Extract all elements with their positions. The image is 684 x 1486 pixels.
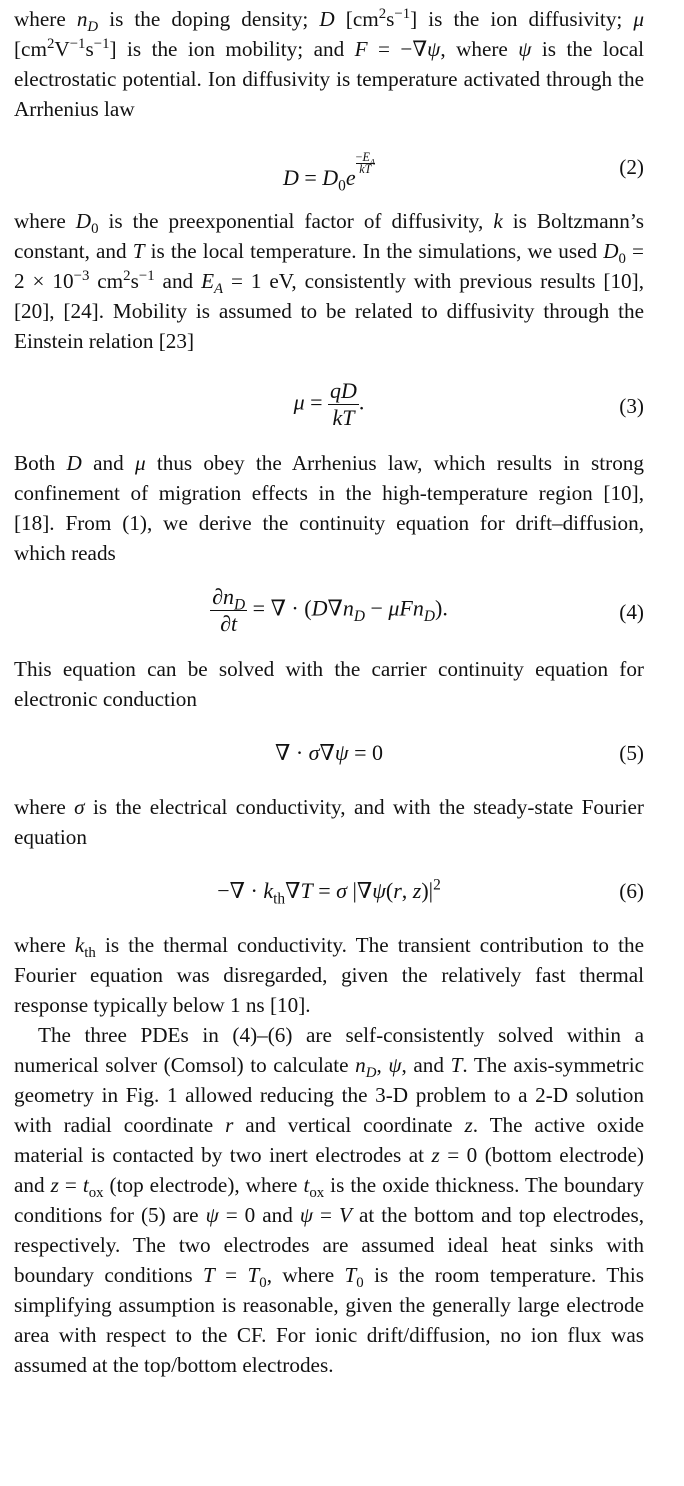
paragraph-3: Both D and μ thus obey the Arrhenius law, which results in strong confinement of migration effects in the high-temperature region [10], [18]. From (1), we derive the continuity equation for drift–diffusion, which reads (14, 451, 644, 565)
paragraph-1: where $n_D$ is the doping density; D $[cm^2s^{-1}]$ is the ion diffusivity; μ $[cm^2V^{-1}s^{-1}]$ is the ion mobility; and F = −∇ψ, where ψ is the local electrostatic potential. Ion diffusivity is temperature activated through the Arrhenius law (14, 5, 644, 121)
equation-6-body: −∇ · $k_{th}\nabla T = \sigma$ |∇ψ(r, $z)|^2$ (217, 876, 441, 908)
equation-2 (14, 150, 644, 195)
equation-3 (14, 378, 644, 434)
equation-4 (14, 584, 644, 640)
equation-2-body: $D = D_0e$ $\frac{-E_A}{kT}$ (282, 150, 376, 195)
paragraph-6: where $k_{th}$ is the thermal conductivity. The transient contribution to the Fourier equation was disregarded, given the relatively fast thermal response typically below 1 ns [10]. (14, 933, 644, 1017)
equation-3-body: μ = $\frac{qD}{kT}$ . (293, 378, 365, 430)
equation-4-body: $\frac{\partial n_D}{\partial t}$ = ∇ · $(D\nabla n_D - \mu Fn_D)$. (212, 584, 448, 636)
equation-5-number: (5) (619, 741, 644, 765)
paragraph-5: where σ is the electrical conductivity, and with the steady-state Fourier equation (14, 795, 644, 849)
equation-6-number: (6) (619, 879, 644, 903)
paragraph-4: This equation can be solved with the carrier continuity equation for electronic conduction (14, 657, 644, 711)
paragraph-7: The three PDEs in (4)–(6) are self-consistently solved within a numerical solver (Comsol) to calculate $n_D$, ψ, and T. The axis-symmetric geometry in Fig. 1 allowed reducing the 3-D problem to a 2-D solution with radial coordinate r and vertical coordinate z. The active oxide material is contacted by two inert electrodes at z = 0 (bottom electrode) and $z = t_{ox}$ (top electrode), where $t_{ox}$ is the oxide thickness. The boundary conditions for (5) are ψ = 0 and ψ = V at the bottom and top electrodes, respectively. The two electrodes are assumed ideal heat sinks with boundary conditions $T = T_0$, where $T_0$ is the room temperature. This simplifying assumption is reasonable, given the generally large electrode area with respect to the CF. For ionic drift/diffusion, no ion flux was assumed at the top/bottom electrodes. (14, 1023, 645, 1377)
page (14, 2, 644, 1380)
equation-6 (14, 876, 644, 906)
equation-4-number: (4) (619, 600, 644, 624)
equation-5 (14, 738, 644, 768)
equation-5-body: ∇ · σ∇ψ = 0 (274, 740, 383, 765)
paragraph-2: where $D_0$ is the preexponential factor of diffusivity, k is Boltzmann’s constant, and T is the local temperature. In the simulations, we used $D_0 = 2 \times 10^{-3}$ $cm^2s^{-1}$ and $E_A = 1$ eV, consistently with previous results [10], [20], [24]. Mobility is assumed to be related to diffusivity through the Einstein relation [23] (14, 209, 645, 353)
equation-3-number: (3) (619, 394, 644, 418)
equation-2-number: (2) (619, 155, 644, 179)
